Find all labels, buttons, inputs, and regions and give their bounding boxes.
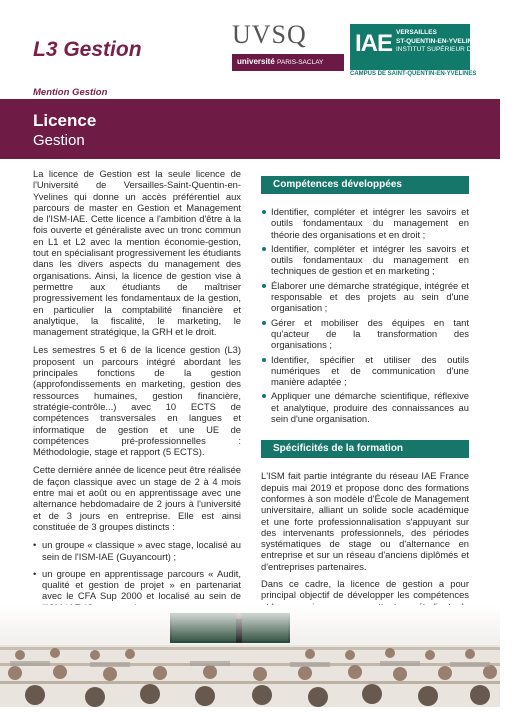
lecture-hall-photo bbox=[0, 605, 500, 707]
list-item: Identifier, compléter et intégrer les savoirs et outils fondamentaux du management en théorie des organisations et en droit ; bbox=[261, 206, 469, 240]
page-title: L3 Gestion bbox=[33, 38, 142, 61]
intro-paragraph: La licence de Gestion est la seule licence de l'Université de Versailles-Saint-Quentin-en-Yvelines qui donne un accès préférentiel aux parcours de master en Gestion et Management de l'ISM-IAE. Cette licence a l'ambition d'être à la fois ouverte et généraliste avec un tronc commun en L1 et L2 avec la mention économie-gestion, tout en spécialisant progressivement les étudiants dans les divers aspects du management des organisations. Ainsi, la licence de gestion vise à permettre aux étudiants de maîtriser progressivement les fondamentaux de la gestion, en particulier la comptabilité financière et analytique, la fiscalité, le marketing, le management stratégique, la GRH et le droit. bbox=[33, 168, 241, 338]
list-item: Appliquer une démarche scientifique, réflexive et analytique, produire des connaissances au sein d'une organisation. bbox=[261, 390, 469, 424]
competences-heading: Compétences développées bbox=[261, 176, 469, 194]
uvsq-wordmark: UVSQ bbox=[232, 20, 307, 49]
uvsq-university-bar bbox=[232, 54, 344, 71]
iae-line2: ST-QUENTIN-EN-YVELINES bbox=[396, 37, 481, 45]
iae-logo bbox=[350, 24, 524, 70]
uvsq-bar-sub: PARIS-SACLAY bbox=[277, 59, 324, 66]
lecture-hall-illustration bbox=[0, 605, 500, 707]
final-year-paragraph: Cette dernière année de licence peut être réalisée de façon classique avec un stage de 2 à 4 mois entre mai et août ou en apprentissage avec une alternance hebdomadaire de 2 jours à l'université et de 3 jours en entreprise. Elle est ainsi constituée de 3 groupes distincts : bbox=[33, 464, 241, 532]
semesters-paragraph: Les semestres 5 et 6 de la licence gestion (L3) proposent un parcours intégré abordant les principales fonctions de la gestion (approfondissements en marketing, gestion des ressources humaines, gestion financière, stratégie-contrôle...) avec 10 ECTS de compétences transversales en langues et informatique de gestion et une UE de compétences pré-professionnelles : Méthodologie, stage et rapport (5 ECTS). bbox=[33, 344, 241, 458]
uvsq-logo bbox=[232, 22, 344, 71]
specificites-heading: Spécificités de la formation bbox=[261, 440, 469, 458]
mention-label: Mention Gestion bbox=[33, 87, 108, 98]
left-column bbox=[33, 168, 241, 670]
list-item: Identifier, spécifier et utiliser des outils numériques et de communication d'une manière adaptée ; bbox=[261, 354, 469, 388]
iae-line1: VERSAILLES bbox=[396, 29, 437, 36]
iae-mark: IAE bbox=[355, 30, 393, 57]
iae-line3: INSTITUT SUPÉRIEUR DE MANAGEMENT bbox=[396, 46, 524, 53]
campus-label: CAMPUS DE SAINT-QUENTIN-EN-YVELINES bbox=[350, 71, 477, 77]
uvsq-bar-main: université bbox=[237, 57, 275, 66]
ism-paragraph: L'ISM fait partie intégrante du réseau IAE France depuis mai 2019 et propose donc des formations conformes à son modèle d'École de Management universitaire, alliant un solide socle académique et une forte professionnalisation s'appuyant sur des intervenants professionnels, des périodes systématiques de stage ou d'alternance en entreprise et sur un réseau d'anciens diplômés et d'entreprises partenaires. bbox=[261, 470, 469, 572]
banner-subheading: Gestion bbox=[33, 132, 85, 149]
banner-heading: Licence bbox=[33, 111, 97, 130]
right-column bbox=[261, 176, 469, 657]
objective-paragraph: Dans ce cadre, la licence de gestion a pour principal objectif de développer les compétences bbox=[261, 578, 469, 601]
list-item: Identifier, compléter et intégrer les savoirs et outils fondamentaux du management en techniques de gestion et en marketing ; bbox=[261, 243, 469, 277]
list-item: Gérer et mobiliser des équipes en tant qu'acteur de la transformation des organisations ; bbox=[261, 317, 469, 351]
list-item: • un groupe en apprentissage parcours « Audit, qualité et gestion de projet » en partenariat avec le CFA Sup 2000 et localisé au sein de bbox=[33, 568, 241, 613]
competences-list bbox=[261, 206, 469, 424]
licence-banner bbox=[0, 99, 500, 159]
iae-text bbox=[396, 29, 524, 55]
list-item: • un groupe « classique » avec stage, localisé au sein de l'ISM-IAE (Guyancourt) ; bbox=[33, 539, 241, 562]
list-item: Élaborer une démarche stratégique, intégrée et responsable et des projets au sein d'une organisation ; bbox=[261, 280, 469, 314]
